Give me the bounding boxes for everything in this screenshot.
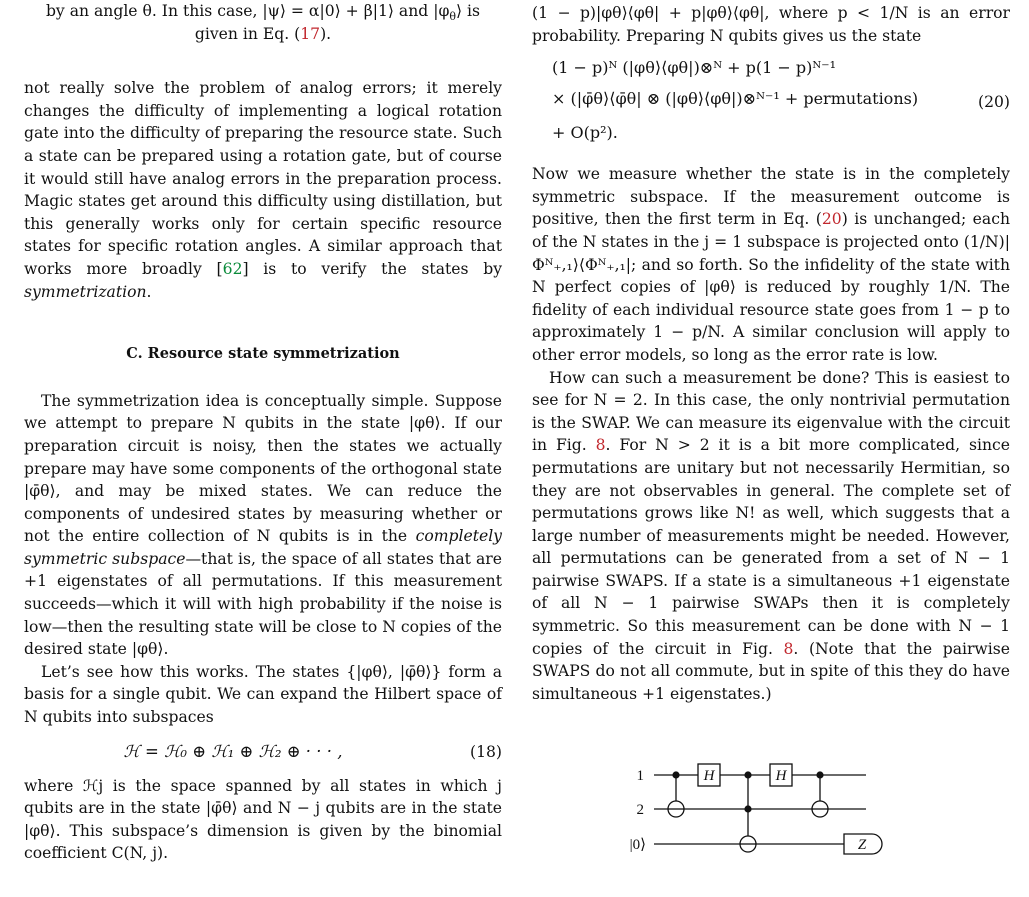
left-column bbox=[24, 0, 502, 865]
para2-end: —that is, the space of all states that are +1 eigenstates of all permutations. If this measurement succeeds—which it will with high probability if the noise is low—then the resulting state will be close to N copies of the desired state |φθ⟩. bbox=[24, 549, 502, 659]
equation-18-number: (18) bbox=[469, 742, 502, 761]
right-top-line: (1 − p)|φθ⟩⟨φθ| + p|φθ⟩⟨φθ|, where p < 1/N is an error probability. Preparing N qubits gives us the state bbox=[532, 4, 1010, 45]
paragraph-4: where ℋj is the space spanned by all states in which j qubits are in the state |φ̄θ⟩ and N − j qubits are in the state |φθ⟩. This subspace’s dimension is given by the binomial coefficient C(N, j). bbox=[24, 776, 502, 863]
hadamard-label-1: H bbox=[703, 768, 715, 784]
hadamard-label-2: H bbox=[775, 768, 787, 784]
equation-20-line-3: + O(p²). bbox=[552, 123, 618, 143]
equation-18 bbox=[24, 735, 502, 769]
equation-20-number: (20) bbox=[977, 93, 1010, 112]
para1-emphasis: symmetrization bbox=[24, 282, 147, 301]
section-heading: C. Resource state symmetrization bbox=[126, 345, 400, 363]
citation-62[interactable]: 62 bbox=[222, 259, 243, 278]
equation-20-line-1: (1 − p)ᴺ (|φθ⟩⟨φθ|)⊗ᴺ + p(1 − p)ᴺ⁻¹ bbox=[552, 58, 836, 78]
toffoli-control-1 bbox=[744, 771, 751, 778]
para1-end: ] is to verify the states by bbox=[242, 259, 503, 278]
caption-text-b: ⟩ is bbox=[456, 2, 481, 20]
r-para1-b: ) is unchanged; each of the N states in the j = 1 subspace is projected onto (1/N)|Φᴺ₊,₁⟩⟨Φᴺ₊,₁|; and so forth. So the infidelity of the state with N perfect copies of |φθ⟩ is reduced by roughly 1/N. The fidelity of each individual resource state goes from 1 − p to approximately 1 − p/N. A similar conclusion will apply to other error models, so long as the error rate is low. bbox=[532, 210, 1010, 364]
fig-ref-8[interactable]: 8 bbox=[595, 436, 606, 455]
eq-ref-17[interactable]: 17 bbox=[300, 24, 321, 43]
para1-dot: . bbox=[146, 282, 152, 301]
caption-text-a: by an angle θ. In this case, |ψ⟩ = α|0⟩ + β|1⟩ and |φ bbox=[45, 2, 450, 20]
paragraph-1 bbox=[24, 77, 502, 303]
cnot-1-control bbox=[672, 771, 679, 778]
r-para1-a: Now we measure whether the state is in the completely symmetric subspace. If the measurement outcome is positive, then the first term in Eq. ( bbox=[532, 165, 1010, 229]
z-label: Z bbox=[857, 837, 867, 853]
equation-20 bbox=[532, 57, 1010, 153]
para1-text: not really solve the problem of analog errors; it merely changes the difficulty of implementing a logical rotation gate into the difficulty of preparing the resource state. Such a state can be prepared using a rotation gate, but of course it would still have analog errors in the preparation process. Magic states get around this difficulty using distillation, but this generally works only for certain specific resource states for specific rotation angles. A similar approach that works more broadly [ bbox=[24, 79, 502, 278]
right-paragraph-1 bbox=[532, 163, 1010, 366]
wire-label-3: |0⟩ bbox=[629, 837, 646, 853]
eq-ref-20[interactable]: 20 bbox=[821, 210, 842, 229]
swap-test-circuit bbox=[616, 758, 896, 878]
r-para2-b: . For N > 2 it is a bit more complicated, since permutations are unitary but not necessarily Hermitian, so they are not observables in general. The complete set of permutations grows like N! as well, which suggests that a large number of measurements might be needed. However, all permutations can be generated from a set of N − 1 pairwise SWAPS. If a state is a simultaneous +1 eigenstate of all N − 1 pairwise SWAPs then it is completely symmetric. So this measurement can be done with N − 1 copies of the circuit in Fig. bbox=[532, 436, 1010, 658]
equation-18-expr: ℋ = ℋ₀ ⊕ ℋ₁ ⊕ ℋ₂ ⊕ · · · , bbox=[123, 741, 343, 761]
paragraph-3: Let’s see how this works. The states {|φθ⟩, |φ̄θ⟩} form a basis for a single qubit. We can expand the Hilbert space of N qubits into subspaces bbox=[24, 662, 502, 727]
right-column bbox=[532, 0, 1010, 705]
r-para2-c: . (Note that the pairwise SWAPS do not all commute, but in spite of this they do have simultaneous +1 eigenstates.) bbox=[532, 639, 1010, 703]
equation-20-line-2: × (|φ̄θ⟩⟨φ̄θ| ⊗ (|φθ⟩⟨φθ|)⊗ᴺ⁻¹ + permutations) bbox=[552, 89, 919, 109]
right-paragraph-2 bbox=[532, 367, 1010, 706]
para2-emphasis: completely symmetric subspace bbox=[24, 527, 502, 568]
cnot-2-control bbox=[816, 771, 823, 778]
figure-caption-tail: by an angle θ. In this case, |ψ⟩ = α|0⟩ + β|1⟩ and $|\varphi_\theta⟩$ is given in Eq. (17). bbox=[45, 2, 481, 43]
caption-text-d: ). bbox=[320, 24, 332, 43]
r-para2-a: How can such a measurement be done? This is easiest to see for N = 2. In this case, the only nontrivial permutation is the SWAP. We can measure its eigenvalue with the circuit in Fig. bbox=[532, 368, 1010, 455]
caption-text-c: given in Eq. ( bbox=[194, 24, 301, 43]
wire-label-1: 1 bbox=[636, 768, 644, 784]
wire-label-2: 2 bbox=[636, 802, 644, 818]
toffoli-control-2 bbox=[744, 805, 751, 812]
para2-text: The symmetrization idea is conceptually simple. Suppose we attempt to prepare N qubits in the state |φθ⟩. If our preparation circuit is noisy, then the states we actually prepare may have some components of the orthogonal state |φ̄θ⟩, and may be mixed states. We can reduce the components of undesired states by measuring whether or not the entire collection of N qubits is in the bbox=[24, 391, 502, 546]
paragraph-2 bbox=[24, 390, 502, 661]
fig-ref-8-second[interactable]: 8 bbox=[783, 639, 794, 658]
